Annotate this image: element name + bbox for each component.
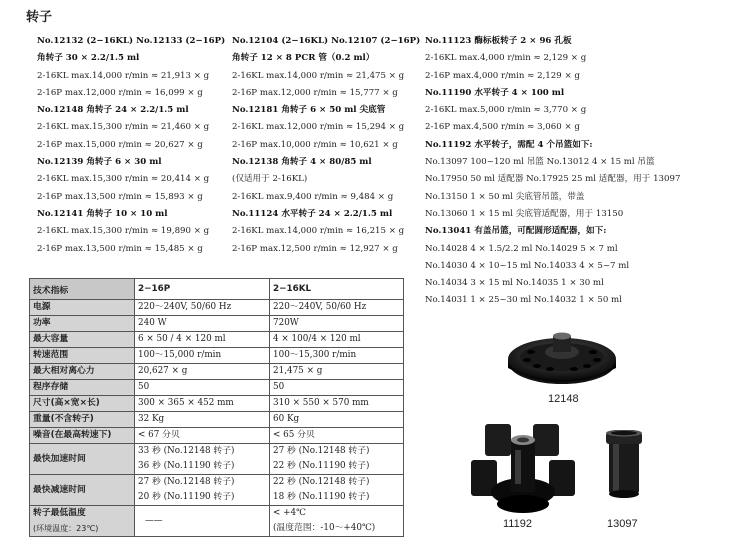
spec-value-text: 310 × 550 × 570 mm xyxy=(273,398,369,408)
spec-value-2-16kl xyxy=(270,475,404,506)
spec-label xyxy=(30,428,135,444)
spec-value-text: < +4℃ xyxy=(273,508,306,518)
rotor-heading: No.13041 有盖吊篮，可配圆形适配器，如下: xyxy=(425,226,607,237)
spec-label-note: (环境温度：23℃) xyxy=(33,524,99,533)
swing-rotor-11192-image xyxy=(467,420,579,518)
rotor-spec-line: 2-16P max.13,500 r/min ≈ 15,893 × g xyxy=(37,191,203,202)
spec-label xyxy=(30,364,135,380)
rotor-spec-line: 2-16KL max.15,300 r/min ≈ 21,460 × g xyxy=(37,122,210,133)
spec-value-text: 220～240V, 50/60 Hz xyxy=(273,302,367,312)
spec-value-text: 36 秒 (No.11190 转子) xyxy=(138,461,235,471)
rotor-spec-line: No.17950 50 ml 适配器 No.17925 25 ml 适配器，用于 13097 xyxy=(425,174,681,185)
spec-value-2-16kl xyxy=(270,332,404,348)
spec-value-text: 18 秒 (No.11190 转子) xyxy=(273,492,370,502)
spec-value-text: 4 × 100/4 × 120 ml xyxy=(273,334,361,344)
spec-value-2-16kl xyxy=(270,380,404,396)
spec-label-text: 转速范围 xyxy=(33,350,69,360)
spec-value-text: 240 W xyxy=(138,318,167,328)
rotor-spec-line: 2-16P max.10,000 r/min ≈ 10,621 × g xyxy=(232,139,398,150)
spec-value-text: 21,475 × g xyxy=(273,366,323,376)
spec-table xyxy=(29,278,404,537)
rotor-list-column-3 xyxy=(425,33,680,310)
spec-value-text: 33 秒 (No.12148 转子) xyxy=(138,446,235,456)
spec-value-2-16p xyxy=(135,506,270,537)
spec-value-text: < 65 分贝 xyxy=(273,430,315,440)
spec-value-2-16p xyxy=(135,428,270,444)
rotor-heading: No.12141 角转子 10 × 10 ml xyxy=(37,208,168,219)
angle-rotor-12148-image xyxy=(505,322,620,390)
rotor-spec-line: 2-16KL max.9,400 r/min ≈ 9,484 × g xyxy=(232,191,394,202)
rotor-heading: No.11190 水平转子 4 × 100 ml xyxy=(425,87,565,98)
spec-value-text: 220～240V, 50/60 Hz xyxy=(138,302,232,312)
rotor-spec-line: 2-16P max.15,000 r/min ≈ 20,627 × g xyxy=(37,139,203,150)
rotor-spec-line: 2-16KL max.14,000 r/min ≈ 21,475 × g xyxy=(232,70,405,81)
spec-label xyxy=(30,380,135,396)
spec-label xyxy=(30,475,135,506)
spec-label-text: 重量(不含转子) xyxy=(33,414,94,424)
spec-value-text: 32 Kg xyxy=(138,414,165,424)
spec-value-text: 720W xyxy=(273,318,299,328)
spec-label-text: 功率 xyxy=(33,318,51,328)
rotor-heading: 角转子 12 × 8 PCR 管（0.2 ml） xyxy=(232,53,375,64)
spec-label-text: 最快加速时间 xyxy=(33,453,86,464)
spec-value-text: (温度范围：-10～+40℃) xyxy=(273,523,376,533)
spec-label-text: 程序存储 xyxy=(33,382,69,392)
spec-value-2-16kl xyxy=(270,428,404,444)
rotor-spec-line: 2-16KL max.4,000 r/min ≈ 2,129 × g xyxy=(425,53,587,64)
spec-header-cell: 2−16P xyxy=(135,279,270,300)
rotor-spec-line: (仅适用于 2-16KL) xyxy=(232,174,308,185)
spec-row xyxy=(30,300,404,316)
spec-value-2-16kl xyxy=(270,316,404,332)
spec-value-text: 100～15,000 r/min xyxy=(138,350,222,360)
spec-value-2-16p xyxy=(135,364,270,380)
rotor-heading: No.12148 角转子 24 × 2.2/1.5 ml xyxy=(37,105,189,116)
caption-13097: 13097 xyxy=(607,518,638,530)
rotor-spec-line: 2-16P max.12,000 r/min ≈ 16,099 × g xyxy=(37,87,203,98)
rotor-spec-line: 2-16KL max.14,000 r/min ≈ 21,913 × g xyxy=(37,70,210,81)
spec-value-2-16kl xyxy=(270,396,404,412)
spec-value-text: < 67 分贝 xyxy=(138,430,180,440)
spec-row xyxy=(30,396,404,412)
spec-value-2-16p xyxy=(135,380,270,396)
rotor-heading: No.12104 (2−16KL) No.12107 (2−16P) xyxy=(232,36,421,46)
rotor-spec-line: 2-16KL max.15,300 r/min ≈ 19,890 × g xyxy=(37,226,210,237)
spec-value-2-16p xyxy=(135,412,270,428)
rotor-spec-line: 2-16P max.12,500 r/min ≈ 12,927 × g xyxy=(232,243,398,254)
spec-label-text: 最大相对离心力 xyxy=(33,366,95,376)
rotor-heading: No.12132 (2−16KL) No.12133 (2−16P) xyxy=(37,36,226,46)
rotor-list-column-1 xyxy=(37,33,225,258)
spec-row xyxy=(30,506,404,537)
bucket-13097-image xyxy=(604,430,644,498)
spec-label xyxy=(30,316,135,332)
spec-label xyxy=(30,444,135,475)
rotor-heading: 角转子 30 × 2.2/1.5 ml xyxy=(37,53,140,64)
rotor-spec-line: No.14028 4 × 1.5/2.2 ml No.14029 5 × 7 ml xyxy=(425,243,618,254)
rotor-heading: No.12181 角转子 6 × 50 ml 尖底管 xyxy=(232,105,386,116)
spec-row xyxy=(30,332,404,348)
rotor-heading: No.12138 角转子 4 × 80/85 ml xyxy=(232,157,372,168)
spec-label-text: 转子最低温度 xyxy=(33,508,86,518)
spec-value-text: 6 × 50 / 4 × 120 ml xyxy=(138,334,226,344)
rotor-spec-line: 2-16KL max.14,000 r/min ≈ 16,215 × g xyxy=(232,226,405,237)
page-title: 转子 xyxy=(26,10,53,25)
spec-value-2-16kl xyxy=(270,364,404,380)
rotor-heading: No.12139 角转子 6 × 30 ml xyxy=(37,157,162,168)
spec-row xyxy=(30,364,404,380)
spec-label-text: 噪音(在最高转速下) xyxy=(33,430,112,440)
spec-row xyxy=(30,428,404,444)
spec-label xyxy=(30,396,135,412)
spec-label xyxy=(30,300,135,316)
spec-value-text: 50 xyxy=(138,382,150,392)
spec-value-text: 22 秒 (No.11190 转子) xyxy=(273,461,370,471)
spec-label xyxy=(30,332,135,348)
rotor-spec-line: 2-16P max.4,500 r/min ≈ 3,060 × g xyxy=(425,122,580,133)
spec-value-2-16kl xyxy=(270,300,404,316)
rotor-spec-line: No.14031 1 × 25~30 ml No.14032 1 × 50 ml xyxy=(425,295,622,306)
spec-value-2-16p xyxy=(135,348,270,364)
spec-row xyxy=(30,380,404,396)
rotor-heading: No.11124 水平转子 24 × 2.2/1.5 ml xyxy=(232,208,393,219)
spec-value-2-16p xyxy=(135,396,270,412)
spec-row xyxy=(30,475,404,506)
rotor-spec-line: 2-16KL max.12,000 r/min ≈ 15,294 × g xyxy=(232,122,405,133)
spec-label xyxy=(30,348,135,364)
spec-value-2-16kl xyxy=(270,412,404,428)
spec-row xyxy=(30,348,404,364)
spec-value-2-16kl xyxy=(270,348,404,364)
rotor-spec-line: 2-16P max.13,500 r/min ≈ 15,485 × g xyxy=(37,243,203,254)
spec-value-2-16kl xyxy=(270,506,404,537)
spec-value-text: 27 秒 (No.12148 转子) xyxy=(273,446,370,456)
spec-label xyxy=(30,506,135,537)
spec-value-text: 22 秒 (No.12148 转子) xyxy=(273,477,370,487)
spec-header-cell: 技术指标 xyxy=(30,279,135,300)
rotor-spec-line: 2-16KL max.5,000 r/min ≈ 3,770 × g xyxy=(425,105,587,116)
spec-value-text: 20,627 × g xyxy=(138,366,188,376)
spec-table-header xyxy=(30,279,404,300)
spec-value-text: 27 秒 (No.12148 转子) xyxy=(138,477,235,487)
spec-label-text: 最快减速时间 xyxy=(33,484,86,495)
rotor-heading: No.11123 酶标板转子 2 × 96 孔板 xyxy=(425,36,572,46)
spec-value-text: 20 秒 (No.11190 转子) xyxy=(138,492,235,502)
spec-value-2-16p xyxy=(135,300,270,316)
spec-value-text: 60 Kg xyxy=(273,414,300,424)
spec-row xyxy=(30,316,404,332)
rotor-spec-line: 2-16P max.12,000 r/min ≈ 15,777 × g xyxy=(232,87,398,98)
rotor-spec-line: No.13097 100~120 ml 吊篮 No.13012 4 × 15 ml 吊篮 xyxy=(425,157,655,168)
spec-label-text: 电源 xyxy=(33,302,51,312)
spec-value-2-16kl xyxy=(270,444,404,475)
spec-value-text: 300 × 365 × 452 mm xyxy=(138,398,234,408)
rotor-heading: No.11192 水平转子，需配 4 个吊篮如下: xyxy=(425,139,593,150)
spec-row xyxy=(30,444,404,475)
spec-row xyxy=(30,412,404,428)
spec-header-cell: 2−16KL xyxy=(270,279,404,300)
rotor-spec-line: No.13060 1 × 15 ml 尖底管适配器，用于 13150 xyxy=(425,208,624,219)
rotor-spec-line: 2-16P max.4,000 r/min ≈ 2,129 × g xyxy=(425,70,580,81)
spec-value-text: 100～15,300 r/min xyxy=(273,350,357,360)
rotor-list-column-2 xyxy=(232,33,420,258)
rotor-spec-line: No.14034 3 × 15 ml No.14035 1 × 30 ml xyxy=(425,278,604,289)
spec-value-2-16p xyxy=(135,316,270,332)
spec-value-2-16p xyxy=(135,475,270,506)
caption-12148: 12148 xyxy=(548,393,579,405)
spec-label xyxy=(30,412,135,428)
rotor-spec-line: No.13150 1 × 50 ml 尖底管吊篮，带盖 xyxy=(425,191,585,202)
spec-label-text: 最大容量 xyxy=(33,334,69,344)
spec-value-2-16p xyxy=(135,332,270,348)
spec-value-text: —— xyxy=(145,515,163,526)
spec-label-text: 尺寸(高×宽×长) xyxy=(33,398,100,408)
spec-value-2-16p xyxy=(135,444,270,475)
spec-value-text: 50 xyxy=(273,382,285,392)
caption-11192: 11192 xyxy=(503,518,532,530)
rotor-spec-line: No.14030 4 × 10~15 ml No.14033 4 × 5~7 ml xyxy=(425,260,630,271)
rotor-spec-line: 2-16KL max.15,300 r/min ≈ 20,414 × g xyxy=(37,174,210,185)
